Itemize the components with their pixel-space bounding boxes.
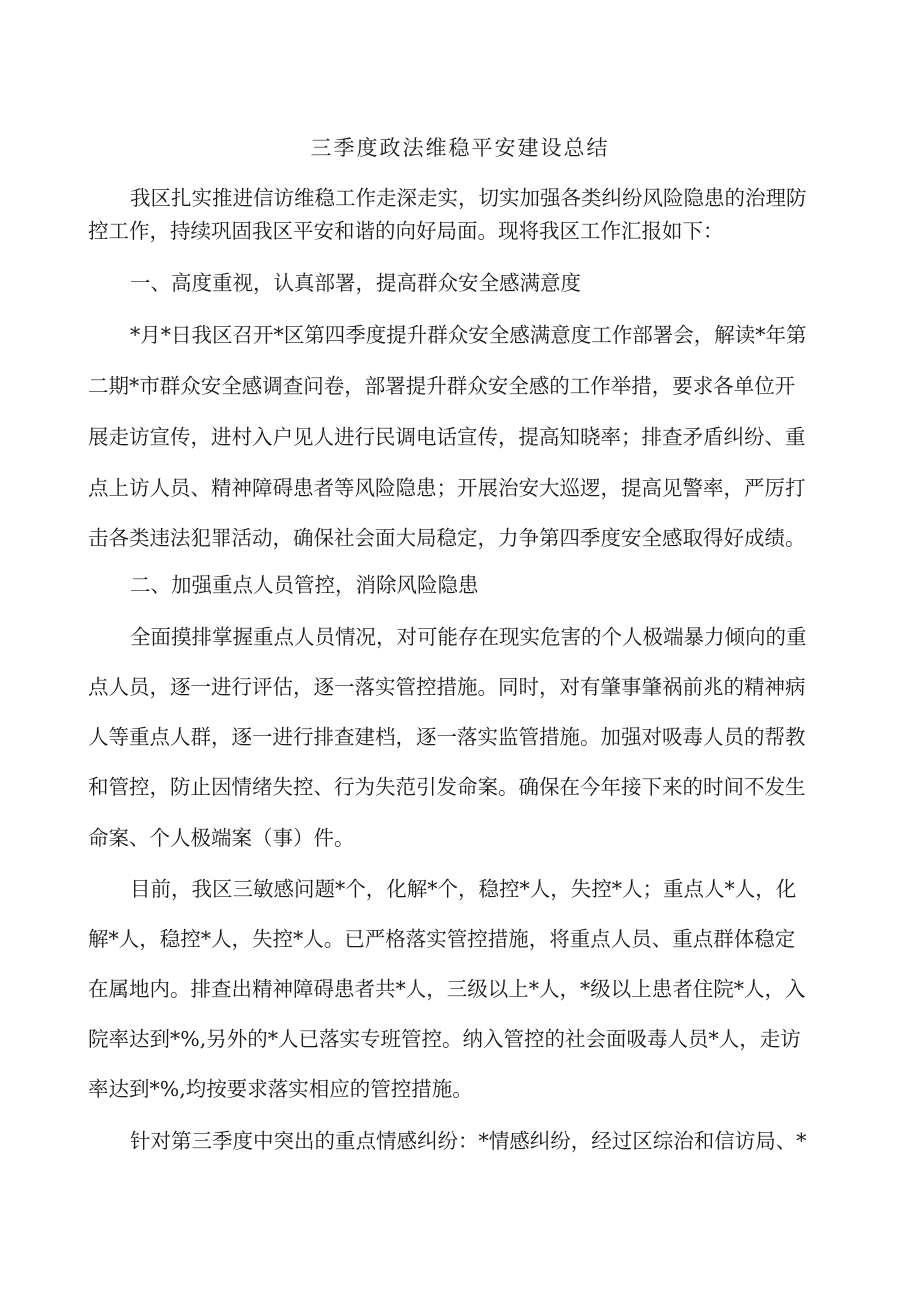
paragraph-line: 控工作，持续巩固我区平安和谐的向好局面。现将我区工作汇报如下： <box>88 219 724 243</box>
paragraph-line: 二期*市群众安全感调查问卷，部署提升群众安全感的工作举措，要求各单位开 <box>88 374 796 398</box>
section-heading-1: 一、高度重视，认真部署，提高群众安全感满意度 <box>130 271 581 295</box>
paragraph-line: 解*人，稳控*人，失控*人。已严格落实管控措施，将重点人员、重点群体稳定 <box>88 927 796 951</box>
paragraph-line: 针对第三季度中突出的重点情感纠纷：*情感纠纷，经过区综治和信访局、* <box>130 1129 807 1153</box>
section-heading-2: 二、加强重点人员管控，消除风险隐患 <box>130 573 479 597</box>
paragraph-line: 点上访人员、精神障碍患者等风险隐患；开展治安大巡逻，提高见警率，严厉打 <box>88 476 806 500</box>
paragraph-line: 和管控，防止因情绪失控、行为失范引发命案。确保在今年接下来的时间不发生 <box>88 775 806 799</box>
paragraph-line: 命案、个人极端案（事）件。 <box>88 826 355 850</box>
document-title: 三季度政法维稳平安建设总结 <box>310 136 610 160</box>
paragraph-line: 全面摸排掌握重点人员情况，对可能存在现实危害的个人极端暴力倾向的重 <box>130 625 807 649</box>
paragraph-line: 人等重点人群，逐一进行排查建档，逐一落实监管措施。加强对吸毒人员的帮教 <box>88 725 806 749</box>
paragraph-line: 在属地内。排查出精神障碍患者共*人，三级以上*人，*级以上患者住院*人，入 <box>88 977 806 1001</box>
paragraph-line: 目前，我区三敏感问题*个，化解*个，稳控*人，失控*人；重点人*人，化 <box>130 877 797 901</box>
paragraph-line: 击各类违法犯罪活动，确保社会面大局稳定，力争第四季度安全感取得好成绩。 <box>88 526 806 550</box>
paragraph-line: 我区扎实推进信访维稳工作走深走实，切实加强各类纠纷风险隐患的治理防 <box>130 186 807 210</box>
paragraph-line: 院率达到*%,另外的*人已落实专班管控。纳入管控的社会面吸毒人员*人，走访 <box>88 1027 801 1051</box>
paragraph-line: 点人员，逐一进行评估，逐一落实管控措施。同时，对有肇事肇祸前兆的精神病 <box>88 675 806 699</box>
paragraph-line: 率达到*%,均按要求落实相应的管控措施。 <box>88 1077 473 1101</box>
paragraph-line: *月*日我区召开*区第四季度提升群众安全感满意度工作部署会，解读*年第 <box>130 323 807 347</box>
paragraph-line: 展走访宣传，进村入户见人进行民调电话宣传，提高知晓率；排查矛盾纠纷、重 <box>88 425 806 449</box>
